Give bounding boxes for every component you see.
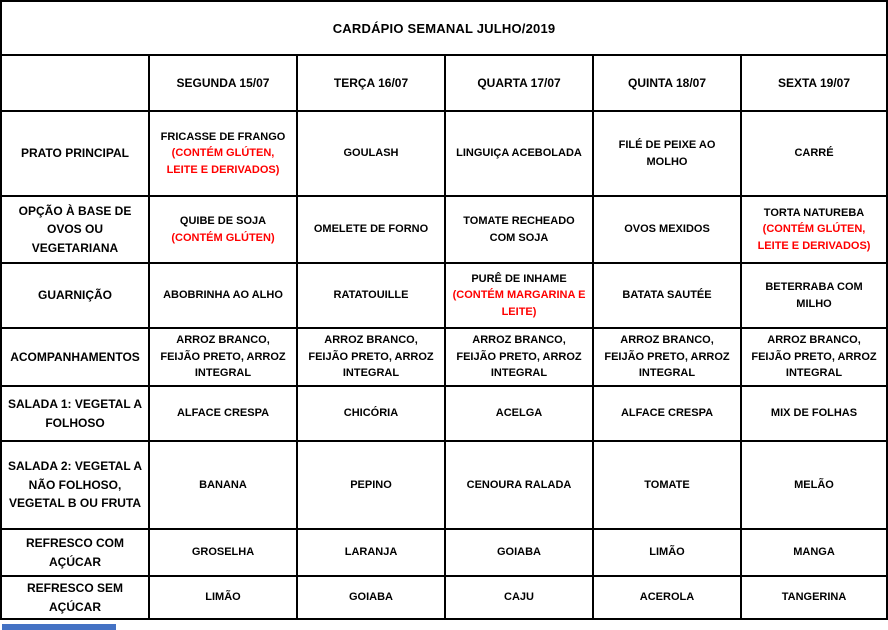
menu-cell: [297, 386, 445, 441]
menu-cell: [149, 196, 297, 263]
menu-item: ARROZ BRANCO, FEIJÃO PRETO, ARROZ INTEGRAL: [751, 334, 877, 380]
table-row-guarnicao: [1, 263, 887, 328]
header-terca: TERÇA 16/07: [297, 55, 445, 111]
menu-item: LINGUIÇA ACEBOLADA: [456, 147, 582, 160]
table-row-acompanhamentos: [1, 328, 887, 386]
menu-cell: [593, 263, 741, 328]
menu-cell: [149, 263, 297, 328]
menu-cell: [445, 386, 593, 441]
header-empty-cell: [1, 55, 149, 111]
row-label: OPÇÃO À BASE DE OVOS OU VEGETARIANA: [1, 196, 149, 263]
menu-cell: [445, 529, 593, 576]
menu-item: TANGERINA: [781, 591, 847, 604]
menu-item: TOMATE: [644, 478, 690, 491]
menu-cell: [445, 328, 593, 386]
menu-cell: [445, 196, 593, 263]
menu-cell: [297, 529, 445, 576]
menu-cell: [445, 263, 593, 328]
table-row-prato-principal: [1, 111, 887, 196]
menu-cell: [445, 441, 593, 529]
menu-cell: [297, 441, 445, 529]
table-row-refresco-com-acucar: [1, 529, 887, 576]
row-label: ACOMPANHAMENTOS: [1, 328, 149, 386]
menu-cell: [297, 576, 445, 619]
menu-item: LARANJA: [344, 546, 398, 559]
menu-item: OVOS MEXIDOS: [624, 223, 710, 236]
menu-item: GROSELHA: [191, 546, 255, 559]
menu-cell: [741, 441, 887, 529]
menu-cell: [593, 328, 741, 386]
table-row-salada-1: [1, 386, 887, 441]
menu-item: CAJU: [504, 591, 534, 604]
menu-cell: [149, 386, 297, 441]
menu-cell: [297, 196, 445, 263]
header-sexta: SEXTA 19/07: [741, 55, 887, 111]
menu-item: BETERRABA COM MILHO: [765, 281, 863, 310]
row-label: PRATO PRINCIPAL: [1, 111, 149, 196]
menu-item: ACELGA: [495, 407, 543, 420]
menu-item: PURÊ DE INHAME: [471, 272, 567, 285]
menu-item: ACEROLA: [639, 591, 695, 604]
menu-cell: [445, 576, 593, 619]
allergen-note: (CONTÉM MARGARINA E LEITE): [452, 289, 586, 318]
menu-cell: [149, 529, 297, 576]
menu-item: LIMÃO: [649, 546, 685, 559]
menu-item: QUIBE DE SOJA: [179, 215, 267, 227]
menu-cell: [741, 386, 887, 441]
row-label: REFRESCO COM AÇÚCAR: [1, 529, 149, 576]
menu-item: FILÉ DE PEIXE AO MOLHO: [618, 139, 716, 168]
menu-item: OMELETE DE FORNO: [313, 223, 429, 236]
menu-item: LIMÃO: [205, 591, 241, 604]
menu-item: MIX DE FOLHAS: [770, 407, 858, 420]
menu-cell: [593, 386, 741, 441]
header-quinta: QUINTA 18/07: [593, 55, 741, 111]
allergen-note: (CONTÉM GLÚTEN, LEITE E DERIVADOS): [757, 223, 871, 252]
menu-item: ARROZ BRANCO, FEIJÃO PRETO, ARROZ INTEGRAL: [604, 334, 730, 380]
menu-item: CARRÉ: [794, 147, 834, 160]
menu-item: GOIABA: [497, 546, 541, 559]
row-label: GUARNIÇÃO: [1, 263, 149, 328]
table-row-salada-2: [1, 441, 887, 529]
row-label: SALADA 1: VEGETAL A FOLHOSO: [1, 386, 149, 441]
menu-cell: [741, 576, 887, 619]
menu-cell: [297, 263, 445, 328]
menu-cell: [741, 529, 887, 576]
menu-item: GOIABA: [349, 591, 393, 604]
menu-item: ARROZ BRANCO, FEIJÃO PRETO, ARROZ INTEGRAL: [308, 334, 434, 380]
menu-item: ABOBRINHA AO ALHO: [163, 289, 283, 302]
menu-item: BANANA: [199, 478, 247, 491]
menu-item: PEPINO: [350, 478, 392, 491]
menu-item: BATATA SAUTÉE: [622, 289, 712, 302]
menu-item: MELÃO: [794, 478, 834, 491]
menu-item: ARROZ BRANCO, FEIJÃO PRETO, ARROZ INTEGRAL: [160, 334, 286, 380]
menu-cell: [741, 263, 887, 328]
menu-item: RATATOUILLE: [333, 289, 409, 302]
menu-cell: [593, 196, 741, 263]
menu-item: TORTA NATUREBA: [763, 206, 865, 219]
table-row-opcao-vegetariana: [1, 196, 887, 263]
menu-cell: [297, 328, 445, 386]
menu-cell: [593, 441, 741, 529]
row-label: SALADA 2: VEGETAL A NÃO FOLHOSO, VEGETAL B OU FRUTA: [1, 441, 149, 529]
menu-item: ALFACE CRESPA: [176, 407, 270, 420]
page-title: CARDÁPIO SEMANAL JULHO/2019: [1, 1, 887, 55]
menu-cell: [593, 529, 741, 576]
menu-cell: [741, 196, 887, 263]
menu-item: GOULASH: [343, 147, 399, 160]
header-quarta: QUARTA 17/07: [445, 55, 593, 111]
title-row: [1, 1, 887, 55]
menu-item: MANGA: [793, 546, 835, 559]
menu-cell: [149, 441, 297, 529]
menu-cell: [149, 328, 297, 386]
menu-item: ARROZ BRANCO, FEIJÃO PRETO, ARROZ INTEGRAL: [456, 334, 582, 380]
header-segunda: SEGUNDA 15/07: [149, 55, 297, 111]
menu-cell: [593, 576, 741, 619]
menu-item: CENOURA RALADA: [466, 478, 572, 491]
row-label: REFRESCO SEM AÇÚCAR: [1, 576, 149, 619]
menu-item: FRICASSE DE FRANGO: [160, 130, 286, 143]
menu-cell: [149, 576, 297, 619]
menu-cell: [741, 328, 887, 386]
menu-item: TOMATE RECHEADO COM SOJA: [463, 215, 575, 244]
table-row-refresco-sem-acucar: [1, 576, 887, 619]
menu-cell: [741, 111, 887, 196]
header-row: [1, 55, 887, 111]
menu-cell: [445, 111, 593, 196]
allergen-note: (CONTÉM GLÚTEN): [171, 231, 275, 244]
menu-cell: [149, 111, 297, 196]
menu-cell: [297, 111, 445, 196]
allergen-note: (CONTÉM GLÚTEN, LEITE E DERIVADOS): [166, 147, 280, 176]
footer-blue-bar: [2, 624, 116, 630]
menu-item: ALFACE CRESPA: [620, 407, 714, 420]
menu-item: CHICÓRIA: [343, 407, 399, 420]
menu-cell: [593, 111, 741, 196]
